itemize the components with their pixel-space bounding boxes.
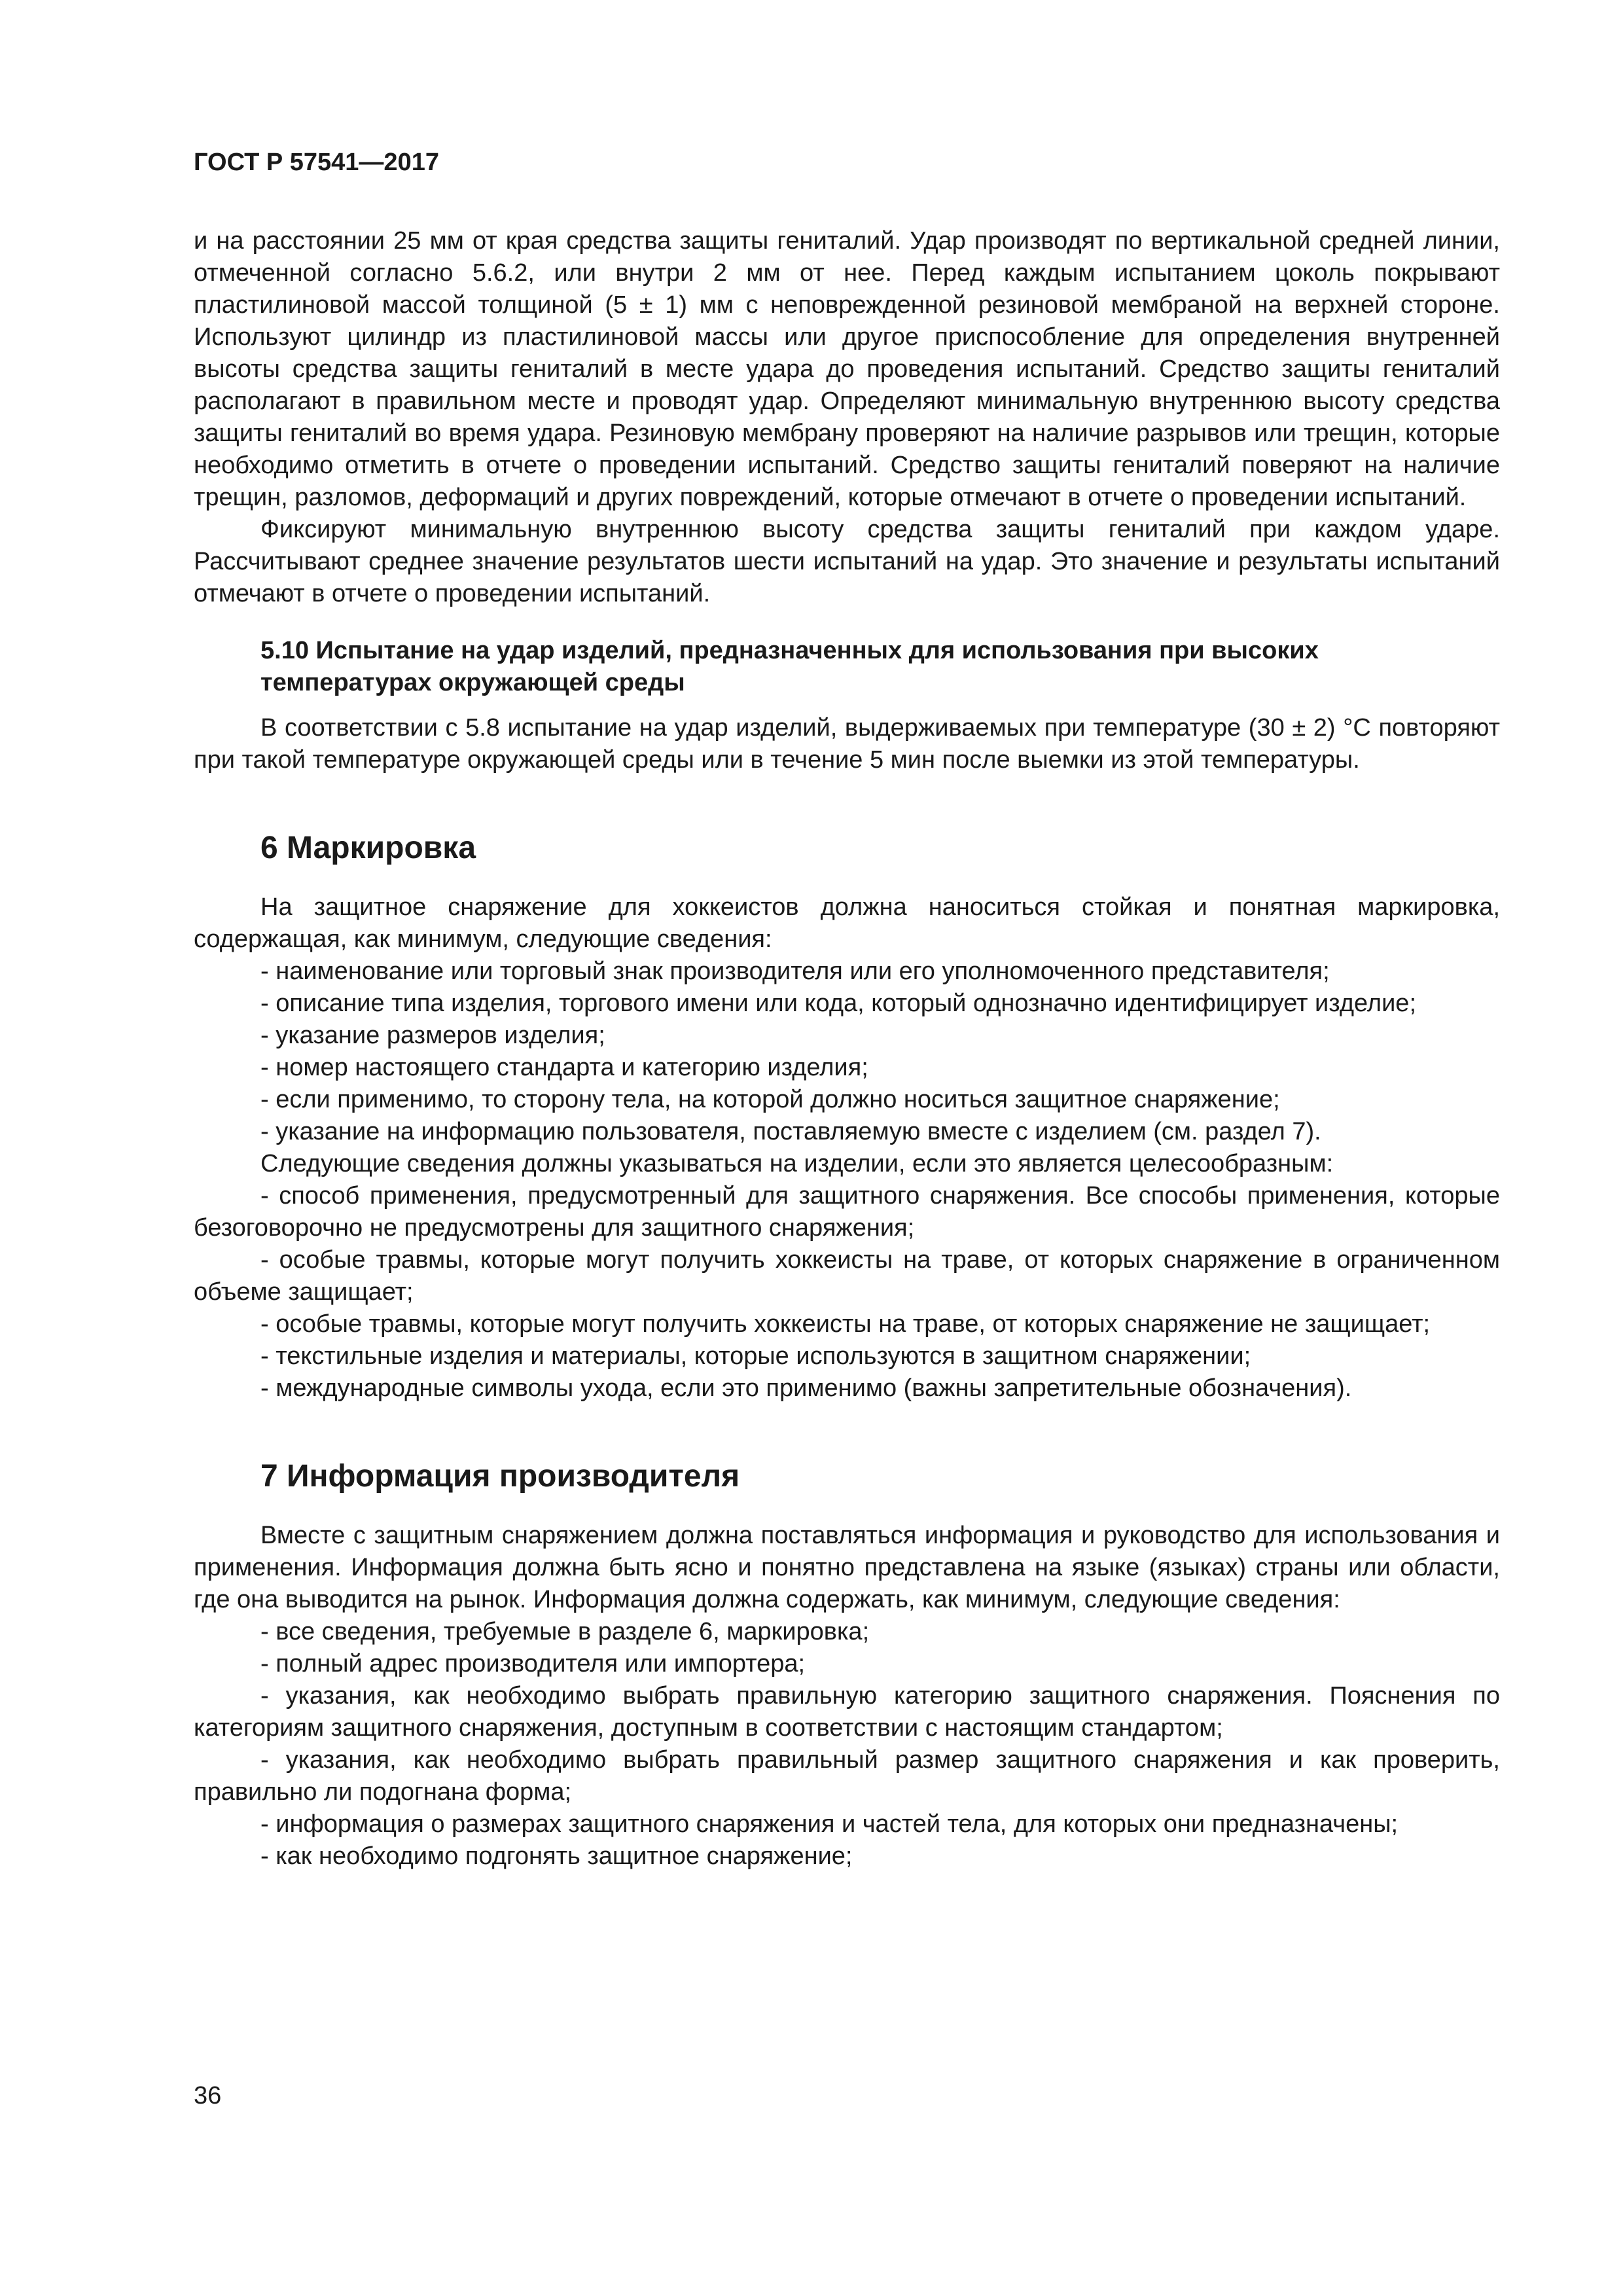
heading-line: температурах окружающей среды <box>260 669 685 696</box>
list-item: - особые травмы, которые могут получить хоккеисты на траве, от которых снаряжение не защищает; <box>260 1310 1431 1338</box>
list-item: - указание размеров изделия; <box>260 1022 605 1049</box>
paragraph: и на расстоянии 25 мм от края средства защиты гениталий. Удар производят по вертикальной средней линии, отмеченной согласно 5.6.2, или внутри 2 мм от нее. Перед каждым испытанием цоколь покрывают пластилиновой массой толщиной (5 ± 1) мм с неповрежденной резиновой мембраной на верхней стороне. Используют цилиндр из пластилиновой массы или другое приспособление для определения внутренней высоты средства защиты гениталий в месте удара до проведения испытаний. Средство защиты гениталий располагают в правильном месте и проводят удар. Определяют минимальную внутреннюю высоту средства защиты гениталий во время удара. Резиновую мембрану проверяют на наличие разрывов или трещин, которые необходимо отметить в отчете о проведении испытаний. Средство защиты гениталий поверяют на наличие трещин, разломов, деформаций и других повреждений, которые отмечают в отчете о проведении испытаний. <box>194 227 1500 511</box>
section-heading-6: 6 Маркировка <box>260 831 476 865</box>
list-item: - текстильные изделия и материалы, которые используются в защитном снаряжении; <box>260 1342 1251 1370</box>
list-item: - все сведения, требуемые в разделе 6, маркировка; <box>260 1618 870 1645</box>
list-item: - указания, как необходимо выбрать правильную категорию защитного снаряжения. Пояснения по категориям защитного снаряжения, доступным в соответствии с настоящим стандартом; <box>194 1682 1500 1742</box>
paragraph: На защитное снаряжение для хоккеистов должна наноситься стойкая и понятная маркировка, содержащая, как минимум, следующие сведения: <box>194 893 1500 953</box>
list-item: - особые травмы, которые могут получить хоккеисты на траве, от которых снаряжение в ограниченном объеме защищает; <box>194 1246 1500 1306</box>
list-item: - если применимо, то сторону тела, на которой должно носиться защитное снаряжение; <box>260 1086 1280 1113</box>
paragraph: Следующие сведения должны указываться на изделии, если это является целесообразным: <box>260 1150 1334 1177</box>
list-item: - информация о размерах защитного снаряжения и частей тела, для которых они предназначены; <box>260 1810 1399 1838</box>
subsection-heading-5-10 <box>260 635 1500 699</box>
section-heading-7: 7 Информация производителя <box>260 1459 740 1494</box>
list-item: - указание на информацию пользователя, поставляемую вместе с изделием (см. раздел 7). <box>260 1118 1321 1145</box>
paragraph: В соответствии с 5.8 испытание на удар изделий, выдерживаемых при температуре (30 ± 2) °С повторяют при такой температуре окружающей среды или в течение 5 мин после выемки из этой температуры. <box>194 714 1500 774</box>
list-item: - описание типа изделия, торгового имени или кода, который однозначно идентифицирует изделие; <box>260 990 1416 1017</box>
heading-line: 5.10 Испытание на удар изделий, предназначенных для использования при высоких <box>260 637 1319 664</box>
list-item: - наименование или торговый знак производителя или его уполномоченного представителя; <box>260 958 1330 985</box>
document-header: ГОСТ Р 57541—2017 <box>194 149 439 176</box>
page-number: 36 <box>194 2082 222 2109</box>
document-body <box>194 225 1500 1873</box>
list-item: - указания, как необходимо выбрать правильный размер защитного снаряжения и как проверить, правильно ли подогнана форма; <box>194 1746 1500 1806</box>
list-item: - способ применения, предусмотренный для защитного снаряжения. Все способы применения, которые безоговорочно не предусмотрены для защитного снаряжения; <box>194 1182 1500 1242</box>
paragraph: Вместе с защитным снаряжением должна поставляться информация и руководство для использования и применения. Информация должна быть ясно и понятно представлена на языке (языках) страны или области, где она выводится на рынок. Информация должна содержать, как минимум, следующие сведения: <box>194 1522 1500 1613</box>
list-item: - международные символы ухода, если это применимо (важны запретительные обозначения). <box>260 1374 1352 1402</box>
list-item: - как необходимо подгонять защитное снаряжение; <box>260 1842 853 1870</box>
paragraph: Фиксируют минимальную внутреннюю высоту средства защиты гениталий при каждом ударе. Рассчитывают среднее значение результатов шести испытаний на удар. Это значение и результаты испытаний отмечают в отчете о проведении испытаний. <box>194 516 1500 607</box>
list-item: - полный адрес производителя или импортера; <box>260 1650 806 1677</box>
list-item: - номер настоящего стандарта и категорию изделия; <box>260 1054 868 1081</box>
